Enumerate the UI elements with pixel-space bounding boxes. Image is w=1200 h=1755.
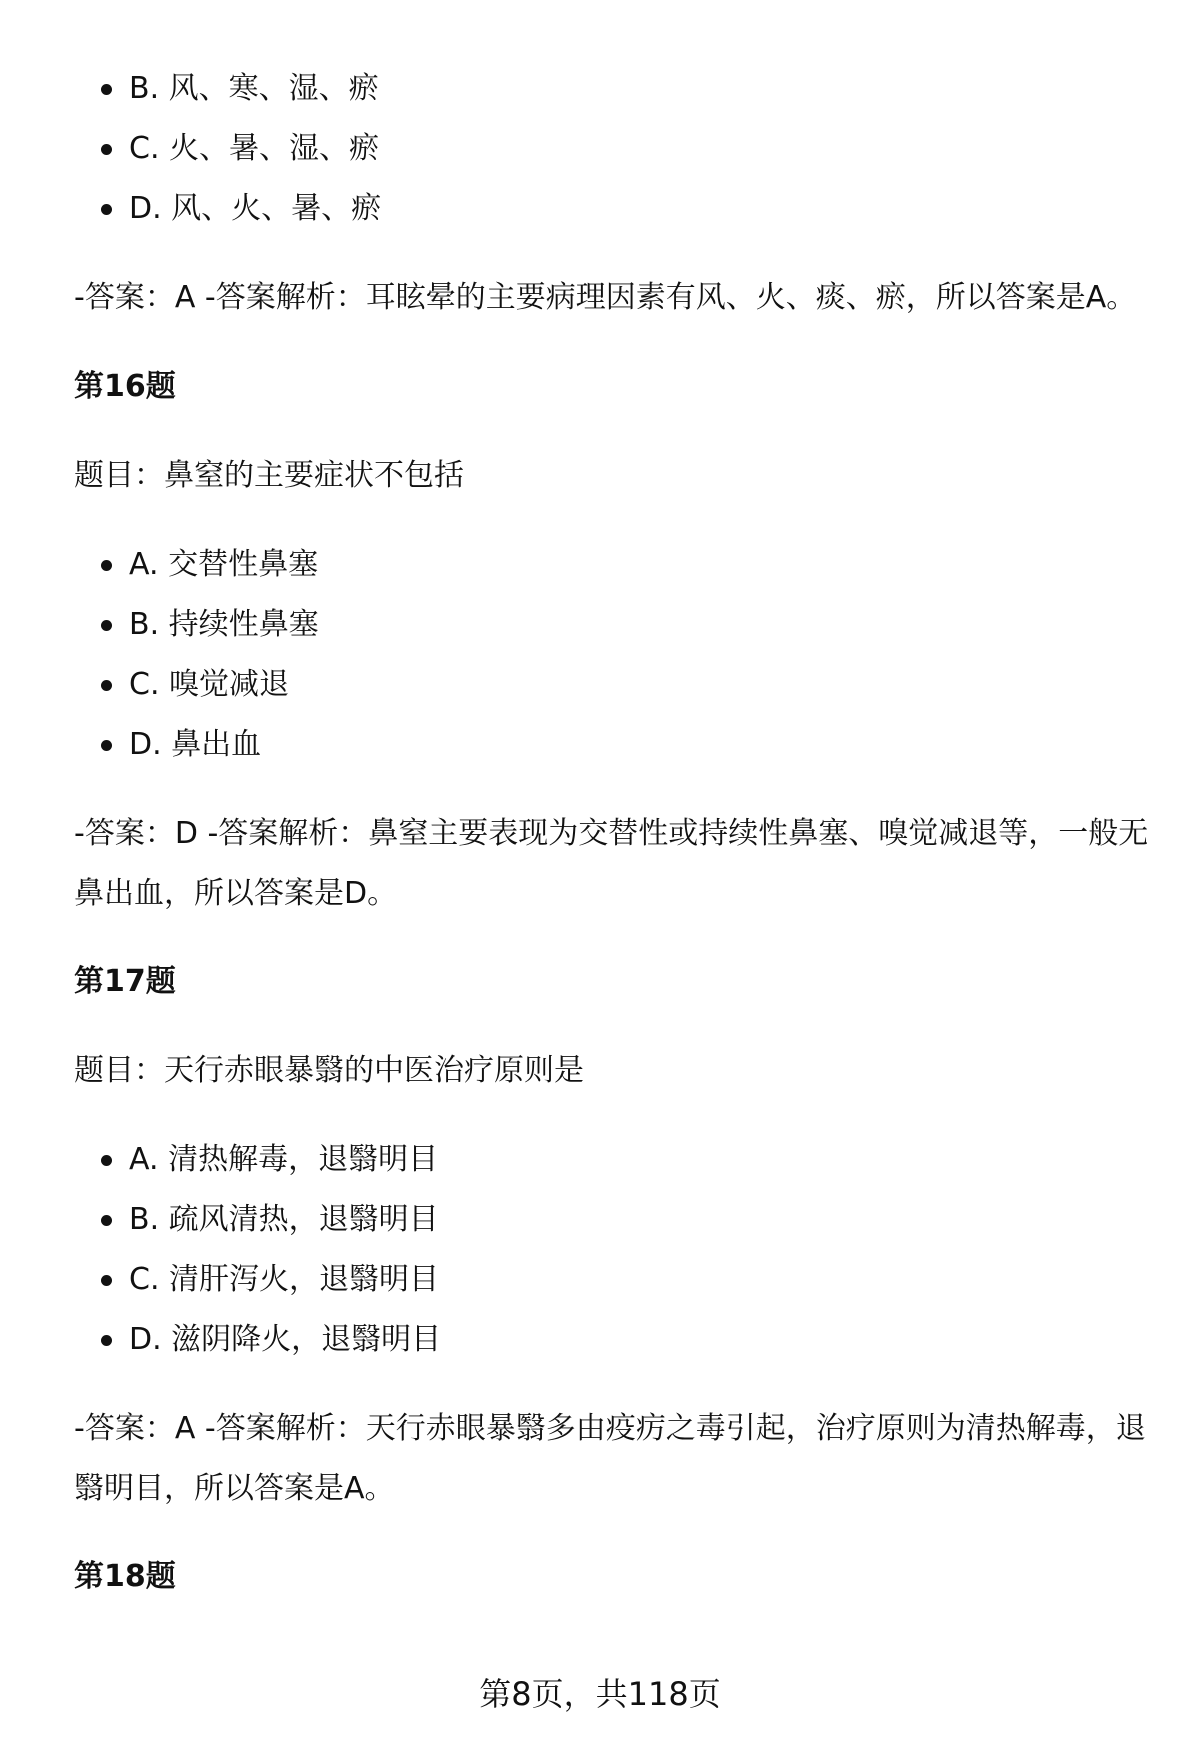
q16-title: 第16题: [74, 369, 176, 404]
q17-option-a: A. 清热解毒，退翳明目: [74, 1130, 1154, 1190]
bullet-icon: [101, 84, 112, 95]
bullet-icon: [101, 740, 112, 751]
bullet-icon: [101, 1275, 112, 1286]
q17-option-list: [74, 1130, 1154, 1370]
q16-option-a: A. 交替性鼻塞: [74, 535, 1154, 595]
q16-option-d: D. 鼻出血: [74, 715, 1154, 775]
q17-answer: -答案：A -答案解析：天行赤眼暴翳多由疫疠之毒引起，治疗原则为清热解毒，退翳明目，所以答案是A。: [74, 1411, 1146, 1506]
bullet-icon: [101, 204, 112, 215]
bullet-icon: [101, 144, 112, 155]
q15-option-c: C. 火、暑、湿、瘀: [74, 119, 1154, 179]
q17-question: 题目：天行赤眼暴翳的中医治疗原则是: [74, 1053, 584, 1088]
q15-option-b: B. 风、寒、湿、瘀: [74, 59, 1154, 119]
q18-title: 第18题: [74, 1559, 176, 1594]
q16-option-b: B. 持续性鼻塞: [74, 595, 1154, 655]
q16-answer: -答案：D -答案解析：鼻窒主要表现为交替性或持续性鼻塞、嗅觉减退等，一般无鼻出血，所以答案是D。: [74, 816, 1149, 911]
bullet-icon: [101, 1155, 112, 1166]
q15-option-list: [74, 59, 1154, 239]
q16-option-list: [74, 535, 1154, 775]
q17-option-d: D. 滋阴降火，退翳明目: [74, 1310, 1154, 1370]
q17-title: 第17题: [74, 964, 176, 999]
q16-option-c: C. 嗅觉减退: [74, 655, 1154, 715]
bullet-icon: [101, 1215, 112, 1226]
q16-question: 题目：鼻窒的主要症状不包括: [74, 458, 464, 493]
page-footer: 第8页，共118页: [479, 1675, 721, 1713]
q17-option-c: C. 清肝泻火，退翳明目: [74, 1250, 1154, 1310]
bullet-icon: [101, 680, 112, 691]
bullet-icon: [101, 620, 112, 631]
bullet-icon: [101, 560, 112, 571]
q17-option-b: B. 疏风清热，退翳明目: [74, 1190, 1154, 1250]
q15-answer: -答案：A -答案解析：耳眩晕的主要病理因素有风、火、痰、瘀，所以答案是A。: [74, 280, 1137, 315]
bullet-icon: [101, 1335, 112, 1346]
q15-option-d: D. 风、火、暑、瘀: [74, 179, 1154, 239]
